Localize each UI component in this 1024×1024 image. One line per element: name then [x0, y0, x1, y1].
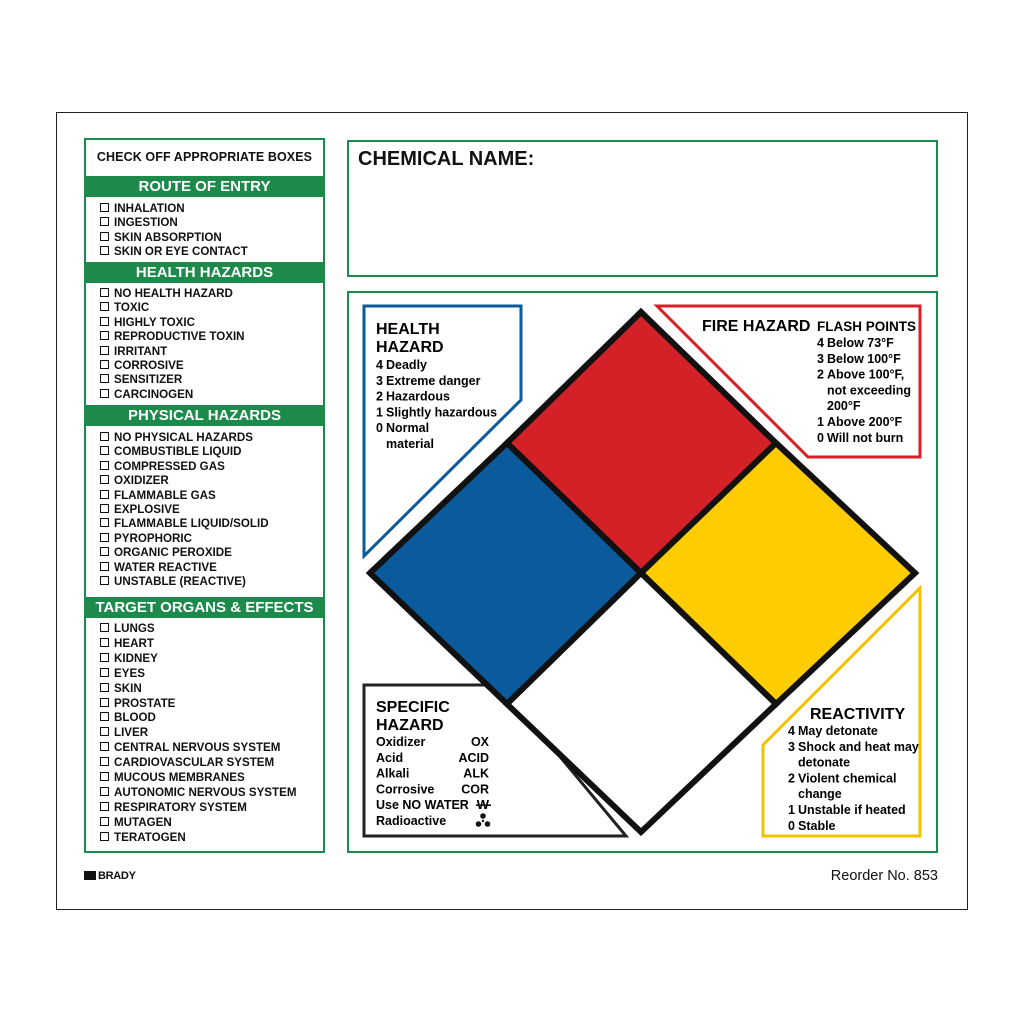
- checklist-item-label: TERATOGEN: [114, 830, 186, 844]
- section-heading-health-hazards: HEALTH HAZARDS: [86, 262, 323, 283]
- checklist-item-label: INGESTION: [114, 216, 178, 230]
- checklist-item-label: MUCOUS MEMBRANES: [114, 771, 245, 785]
- key-number: 4: [788, 724, 795, 738]
- specific-row-name: Oxidizer: [376, 735, 426, 749]
- key-number: 3: [817, 351, 824, 366]
- key-number: 3: [788, 739, 795, 754]
- radiation-icon: [476, 813, 491, 827]
- checklist-item-label: PYROPHORIC: [114, 531, 192, 545]
- specific-title-1: SPECIFIC: [376, 699, 450, 716]
- reactivity-key-lines: [788, 724, 919, 833]
- key-text: Normal: [386, 421, 430, 436]
- checklist-item-label: CARDIOVASCULAR SYSTEM: [114, 756, 275, 770]
- checklist-item-label: OXIDIZER: [114, 474, 169, 488]
- reorder-number: Reorder No. 853: [830, 868, 938, 884]
- checklist-item-label: FLAMMABLE LIQUID/SOLID: [114, 517, 269, 531]
- key-text: Unstable if heated: [798, 803, 906, 817]
- specific-row-name: Use NO WATER: [376, 798, 469, 813]
- key-text: not exceeding: [827, 383, 912, 398]
- key-number: 0: [788, 818, 795, 833]
- key-text: change: [798, 787, 842, 802]
- checklist-item-label: SKIN: [114, 681, 142, 695]
- checklist-item-label: CORROSIVE: [114, 359, 184, 373]
- checklist-item-label: REPRODUCTIVE TOXIN: [114, 330, 245, 344]
- key-text: Below 100°F: [827, 351, 901, 366]
- brady-logo-icon: [84, 871, 96, 880]
- checklist-item-label: WATER REACTIVE: [114, 560, 217, 574]
- checklist-item-label: LUNGS: [114, 622, 155, 635]
- key-text: Will not burn: [827, 430, 904, 445]
- checklist-item-label: MUTAGEN: [114, 815, 172, 829]
- specific-key-rows: [376, 735, 491, 828]
- health-title-2: HAZARD: [376, 339, 444, 356]
- key-text: Above 200°F: [827, 415, 903, 429]
- section-heading-physical-hazards: PHYSICAL HAZARDS: [86, 405, 323, 426]
- checklist-item-label: COMPRESSED GAS: [114, 459, 225, 473]
- checklist-item-label: HIGHLY TOXIC: [114, 315, 195, 329]
- specific-row-code: ALK: [463, 766, 489, 781]
- reactivity-title: REACTIVITY: [810, 706, 906, 723]
- specific-row-name: Corrosive: [376, 782, 435, 797]
- key-text: material: [386, 437, 434, 451]
- fire-subtitle: FLASH POINTS: [817, 319, 917, 334]
- fire-key-lines: [817, 336, 911, 445]
- key-number: 2: [788, 771, 795, 786]
- checklist-title: CHECK OFF APPROPRIATE BOXES: [96, 150, 313, 164]
- key-text: Shock and heat may: [798, 739, 919, 754]
- health-key-lines: [376, 358, 497, 451]
- checklist-item-label: IRRITANT: [114, 344, 168, 358]
- checklist-item-label: NO PHYSICAL HAZARDS: [114, 431, 253, 444]
- key-text: May detonate: [798, 724, 878, 738]
- checklist-item-label: PROSTATE: [114, 696, 176, 710]
- key-number: 0: [376, 421, 383, 436]
- checklist-item-label: UNSTABLE (REACTIVE): [114, 575, 246, 589]
- checklist-item-label: BLOOD: [114, 711, 156, 725]
- checklist-item-label: SKIN OR EYE CONTACT: [114, 245, 248, 259]
- checklist-item-label: KIDNEY: [114, 651, 158, 665]
- key-number: 1: [788, 803, 795, 817]
- checklist-item-label: ORGANIC PEROXIDE: [114, 546, 232, 560]
- checklist-item-label: CENTRAL NERVOUS SYSTEM: [114, 741, 281, 755]
- checklist-item-label: HEART: [114, 636, 154, 650]
- key-text: Deadly: [386, 358, 427, 372]
- key-text: Extreme danger: [386, 373, 481, 388]
- key-number: 2: [376, 389, 383, 404]
- key-number: 4: [376, 358, 383, 372]
- fire-title: FIRE HAZARD: [702, 318, 811, 335]
- checklist-item-label: EYES: [114, 666, 145, 680]
- key-text: Slightly hazardous: [386, 405, 498, 420]
- specific-row-name: Alkali: [376, 766, 410, 781]
- health-title-1: HEALTH: [376, 321, 440, 338]
- checklist-item-label: TOXIC: [114, 301, 150, 315]
- specific-title-2: HAZARD: [376, 717, 444, 734]
- chemical-name-label: CHEMICAL NAME:: [358, 148, 535, 170]
- key-number: 4: [817, 336, 824, 350]
- checklist-item-label: INHALATION: [114, 202, 185, 215]
- key-number: 3: [376, 373, 383, 388]
- key-number: 0: [817, 430, 824, 445]
- checklist-item-label: NO HEALTH HAZARD: [114, 287, 233, 300]
- specific-row-code: COR: [461, 782, 489, 797]
- specific-row-code: ACID: [458, 750, 489, 765]
- key-text: Stable: [798, 818, 836, 833]
- checklist-item-label: CARCINOGEN: [114, 387, 194, 401]
- checklist-item-label: SKIN ABSORPTION: [114, 230, 222, 244]
- key-text: Above 100°F,: [827, 367, 905, 382]
- checklist-item-label: AUTONOMIC NERVOUS SYSTEM: [114, 785, 297, 799]
- key-number: 1: [817, 415, 824, 429]
- key-number: 1: [376, 405, 383, 420]
- brand-logo: [84, 870, 136, 882]
- key-text: detonate: [798, 755, 851, 770]
- checklist-item-label: RESPIRATORY SYSTEM: [114, 800, 247, 814]
- key-number: 2: [817, 367, 824, 382]
- specific-row-name: Radioactive: [376, 814, 447, 828]
- checklist-item-label: FLAMMABLE GAS: [114, 488, 216, 502]
- specific-row-code: OX: [470, 735, 489, 749]
- key-text: 200°F: [827, 399, 861, 414]
- key-text: Below 73°F: [827, 336, 894, 350]
- key-text: Violent chemical: [798, 771, 897, 786]
- specific-row-name: Acid: [376, 750, 404, 765]
- section-heading-target-organs: TARGET ORGANS & EFFECTS: [86, 597, 323, 618]
- section-heading-route-of-entry: ROUTE OF ENTRY: [86, 176, 323, 197]
- no-water-icon: W: [476, 797, 489, 813]
- checklist-item-label: SENSITIZER: [114, 373, 183, 387]
- checklist-item-label: EXPLOSIVE: [114, 503, 180, 517]
- checklist-item-label: LIVER: [114, 726, 149, 740]
- brand-name: BRADY: [98, 870, 136, 882]
- key-text: Hazardous: [386, 389, 450, 404]
- checklist-item-label: COMBUSTIBLE LIQUID: [114, 445, 242, 459]
